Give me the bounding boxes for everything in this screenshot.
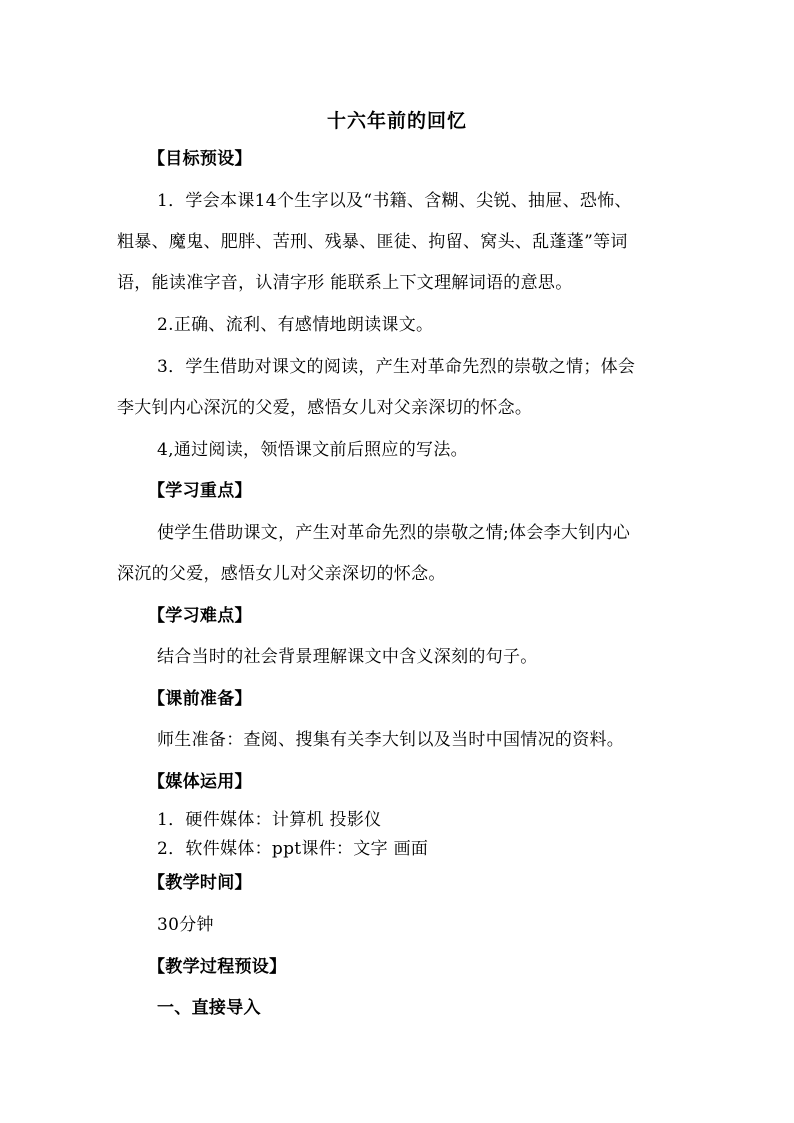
goals-item4: 4,通过阅读，领悟课文前后照应的写法。 <box>157 440 468 460</box>
time-line1: 30分钟 <box>157 915 214 935</box>
media-heading: 【媒体运用】 <box>148 772 252 792</box>
preparation-line1: 师生准备：查阅、搜集有关李大钊以及当时中国情况的资料。 <box>157 730 625 750</box>
time-heading: 【教学时间】 <box>148 873 252 893</box>
media-line2: 2．软件媒体：ppt课件：文字 画面 <box>157 839 429 859</box>
difficulties-heading: 【学习难点】 <box>148 606 252 626</box>
goals-item1-line2: 粗暴、魔鬼、肥胖、苦刑、残暴、匪徒、拘留、窝头、乱蓬蓬”等词 <box>117 232 628 252</box>
goals-item2: 2.正确、流利、有感情地朗读课文。 <box>157 315 434 335</box>
difficulties-line1: 结合当时的社会背景理解课文中含义深刻的句子。 <box>157 647 538 667</box>
key-points-line1: 使学生借助课文，产生对革命先烈的崇敬之情;体会李大钊内心 <box>157 523 631 543</box>
key-points-line2: 深沉的父爱，感悟女儿对父亲深切的怀念。 <box>117 564 446 584</box>
preparation-heading: 【课前准备】 <box>148 689 252 709</box>
media-line1: 1．硬件媒体：计算机 投影仪 <box>157 810 382 830</box>
goals-heading: 【目标预设】 <box>148 149 252 169</box>
goals-item3-line1: 3．学生借助对课文的阅读，产生对革命先烈的崇敬之情；体会 <box>157 357 636 377</box>
key-points-heading: 【学习重点】 <box>148 481 252 501</box>
goals-item3-line2: 李大钊内心深沉的父爱，感悟女儿对父亲深切的怀念。 <box>117 398 533 418</box>
process-step1: 一、直接导入 <box>157 998 261 1018</box>
goals-item1-line1: 1．学会本课14个生字以及“书籍、含糊、尖锐、抽屉、恐怖、 <box>157 191 632 211</box>
goals-item1-line3: 语，能读准字音，认清字形 能联系上下文理解词语的意思。 <box>117 273 573 293</box>
process-heading: 【教学过程预设】 <box>148 957 287 977</box>
document-title: 十六年前的回忆 <box>326 110 467 132</box>
